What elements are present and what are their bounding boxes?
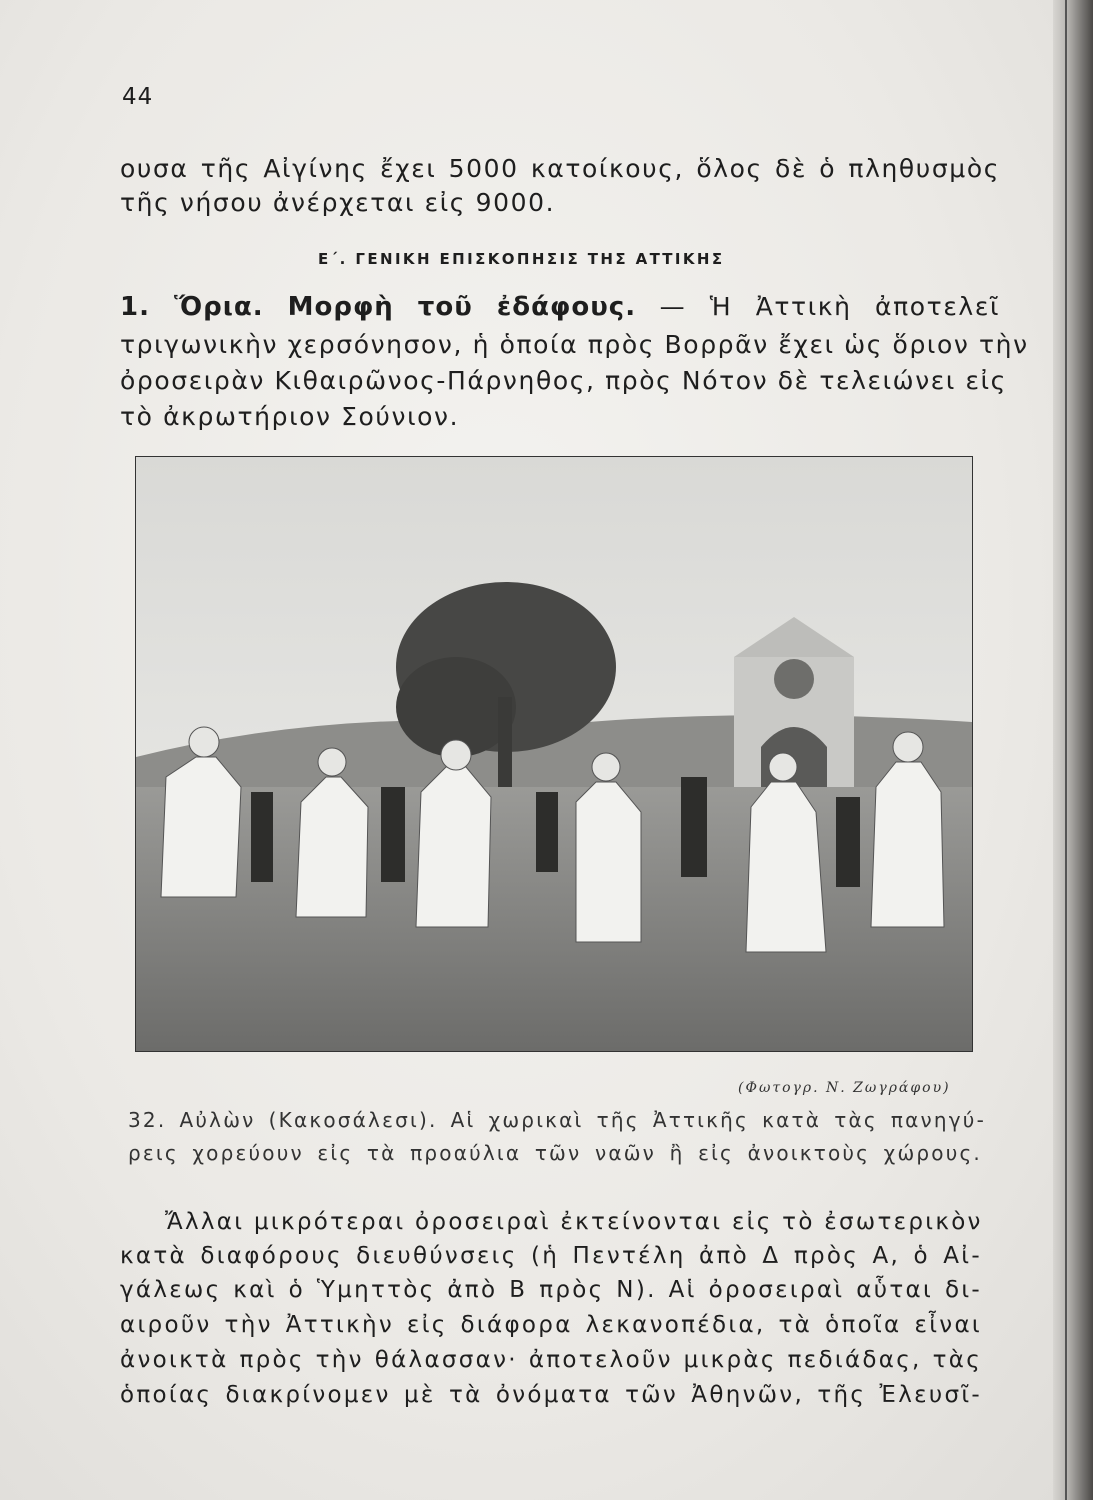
- subsection-line-4: τὸ ἀκρωτήριον Σούνιον.: [120, 402, 460, 431]
- figure-photo-dancers: [135, 456, 973, 1052]
- body-line-6: ὁποίας διακρίνομεν μὲ τὰ ὀνόματα τῶν Ἀθηνῶν, τῆς Ἐλευσῖ-: [120, 1382, 982, 1408]
- body-line-1: Ἄλλαι μικρότεραι ὀροσειραὶ ἐκτείνονται εἰς τὸ ἐσωτερικὸν: [165, 1209, 983, 1235]
- body-line-3: γάλεως καὶ ὁ Ὑμηττὸς ἀπὸ Β πρὸς Ν). Αἱ ὀροσειραὶ αὗται δι-: [120, 1277, 982, 1303]
- photo-illustration: [136, 457, 972, 1051]
- subsection-line-3: ὀροσειρὰν Κιθαιρῶνος-Πάρνηθος, πρὸς Νότον δὲ τελειώνει εἰς: [120, 366, 1007, 395]
- body-line-2: κατὰ διαφόρους διευθύνσεις (ἡ Πεντέλη ἀπὸ Δ πρὸς Α, ὁ Αἰ-: [120, 1243, 982, 1269]
- section-heading: Ε΄. ΓΕΝΙΚΗ ΕΠΙΣΚΟΠΗΣΙΣ ΤΗΣ ΑΤΤΙΚΗΣ: [318, 250, 725, 268]
- subsection-first-line-rest: — Ἡ Ἀττικὴ ἀποτελεῖ: [659, 292, 1000, 321]
- intro-line-1: ουσα τῆς Αἰγίνης ἔχει 5000 κατοίκους, ὅλος δὲ ὁ πληθυσμὸς: [120, 154, 1000, 183]
- page-number: 44: [122, 84, 154, 110]
- photo-credit: (Φωτογρ. Ν. Ζωγράφου): [738, 1080, 951, 1096]
- body-line-5: ἀνοικτὰ πρὸς τὴν θάλασσαν· ἀποτελοῦν μικρὰς πεδιάδας, τὰς: [120, 1347, 982, 1373]
- subsection-first-line: [120, 290, 1000, 324]
- subsection-line-2: τριγωνικὴν χερσόνησον, ἡ ὁποία πρὸς Βορρᾶν ἔχει ὡς ὅριον τὴν: [120, 330, 1029, 359]
- figure-caption-line-1: 32. Αὐλὼν (Κακοσάλεσι). Αἱ χωρικαὶ τῆς Ἀττικῆς κατὰ τὰς πανηγύ-: [128, 1108, 986, 1132]
- book-spine: [1053, 0, 1093, 1500]
- figure-caption-line-2: ρεις χορεύουν εἰς τὰ προαύλια τῶν ναῶν ἢ εἰς ἀνοικτοὺς χώρους.: [128, 1141, 982, 1165]
- subsection-title: 1. Ὅρια. Μορφὴ τοῦ ἐδάφους.: [120, 292, 637, 322]
- body-line-4: αιροῦν τὴν Ἀττικὴν εἰς διάφορα λεκανοπέδια, τὰ ὁποῖα εἶναι: [120, 1312, 982, 1338]
- spine-edge: [1065, 0, 1067, 1500]
- intro-line-2: τῆς νήσου ἀνέρχεται εἰς 9000.: [120, 188, 556, 217]
